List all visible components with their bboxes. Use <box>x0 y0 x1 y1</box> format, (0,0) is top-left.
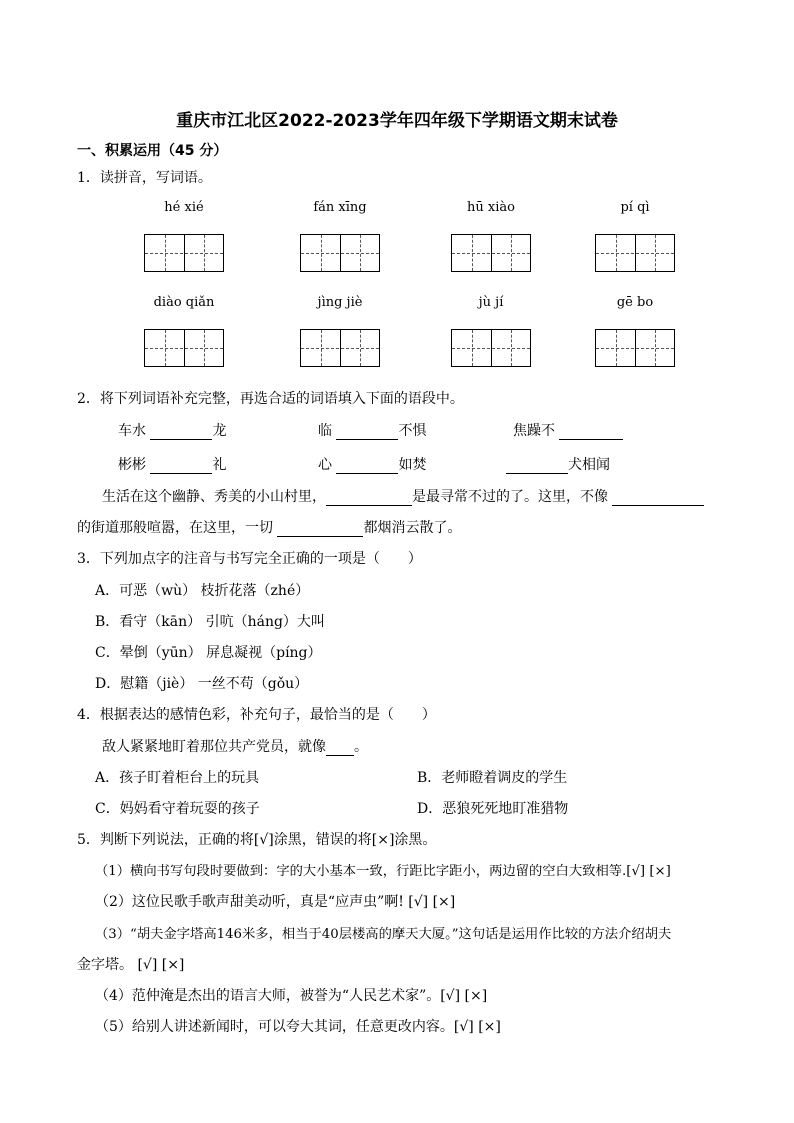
idiom-suffix: 犬相闻 <box>568 457 610 473</box>
pinyin-label: gē bo <box>616 295 654 310</box>
idiom-fill <box>513 420 623 440</box>
writing-grid[interactable] <box>144 234 224 272</box>
idiom-fill <box>318 420 426 440</box>
writing-grid[interactable] <box>451 234 531 272</box>
judgement-item[interactable]: 金字塔。 [√] [×] <box>77 957 185 973</box>
option[interactable]: C．妈妈看守着玩耍的孩子 <box>95 801 260 817</box>
judgement-item[interactable]: （5）给别人讲述新闻时，可以夸大其词，任意更改内容。[√] [×] <box>95 1019 501 1035</box>
idiom-suffix: 如焚 <box>398 457 427 473</box>
option[interactable]: A．可恶（wù） 枝折花落（zhé） <box>95 583 310 599</box>
answer-blank[interactable] <box>326 489 412 506</box>
question-2-prompt: 2．将下列词语补充完整，再选合适的词语填入下面的语段中。 <box>77 391 464 407</box>
option[interactable]: A．孩子盯着柜台上的玩具 <box>95 770 260 786</box>
idiom-fill <box>118 420 226 440</box>
writing-grid[interactable] <box>300 329 380 367</box>
pinyin-label: hū xiào <box>467 200 515 215</box>
passage-line <box>77 517 461 537</box>
section-heading: 一、积累运用（45 分） <box>77 143 228 159</box>
option[interactable]: D．慰籍（jiè） 一丝不苟（gǒu） <box>95 676 309 692</box>
question-4-prompt: 4．根据表达的感情色彩，补充句子，最恰当的是（ ） <box>77 707 436 723</box>
idiom-prefix: 心 <box>318 457 332 473</box>
option[interactable]: D．恶狼死死地盯准猎物 <box>417 801 569 817</box>
question-4-sentence <box>102 736 368 756</box>
answer-blank[interactable] <box>150 457 212 474</box>
idiom-fill <box>506 454 610 474</box>
passage-text: 的街道那般喧嚣，在这里，一切 <box>77 520 273 536</box>
passage-text: 是最寻常不过的了。这里，不像 <box>412 489 608 505</box>
answer-blank[interactable] <box>612 489 704 506</box>
idiom-suffix: 礼 <box>212 457 227 473</box>
pinyin-label: pí qì <box>620 200 650 215</box>
judgement-item[interactable]: （1）横向书写句段时要做到：字的大小基本一致，行距比字距小，两边留的空白大致相等.[√] [×] <box>95 864 671 879</box>
pinyin-label: hé xié <box>164 200 204 215</box>
idiom-prefix: 车水 <box>118 423 146 439</box>
answer-blank[interactable] <box>326 739 354 756</box>
idiom-suffix: 不惧 <box>398 423 427 439</box>
answer-blank[interactable] <box>150 423 212 440</box>
question-1-prompt: 1．读拼音，写词语。 <box>77 170 212 186</box>
pinyin-label: jìng jiè <box>317 295 363 310</box>
answer-blank[interactable] <box>336 423 398 440</box>
passage-text: 生活在这个幽静、秀美的小山村里， <box>102 489 326 505</box>
idiom-prefix: 临 <box>318 423 332 439</box>
answer-blank[interactable] <box>277 520 363 537</box>
option[interactable]: B．看守（kān） 引吭（háng）大叫 <box>95 614 325 630</box>
pinyin-label: jù jí <box>478 295 504 310</box>
idiom-suffix: 龙 <box>212 423 227 439</box>
answer-blank[interactable] <box>336 457 398 474</box>
answer-blank[interactable] <box>506 457 568 474</box>
writing-grid[interactable] <box>300 234 380 272</box>
idiom-fill <box>118 454 226 474</box>
option[interactable]: C．晕倒（yūn） 屏息凝视（píng） <box>95 645 322 661</box>
judgement-item[interactable]: （2）这位民歌手歌声甜美动听，真是“应声虫”啊! [√] [×] <box>95 894 456 910</box>
judgement-item[interactable]: （4）范仲淹是杰出的语言大师，被誉为“人民艺术家”。[√] [×] <box>95 988 488 1004</box>
pinyin-label: diào qiǎn <box>153 295 215 310</box>
writing-grid[interactable] <box>451 329 531 367</box>
passage-line <box>102 486 704 506</box>
answer-blank[interactable] <box>559 423 623 440</box>
question-3-prompt: 3．下列加点字的注音与书写完全正确的一项是（ ） <box>77 551 422 567</box>
judgement-item[interactable]: （3）“胡夫金字塔高146米多，相当于40层楼高的摩天大厦。”这句话是运用作比较的方法介绍胡夫 <box>95 927 672 942</box>
writing-grid[interactable] <box>595 329 675 367</box>
page-title: 重庆市江北区2022-2023学年四年级下学期语文期末试卷 <box>176 111 618 131</box>
pinyin-label: fán xīng <box>313 200 367 215</box>
sentence-text: 。 <box>354 739 368 755</box>
question-5-prompt: 5．判断下列说法，正确的将[√]涂黑，错误的将[×]涂黑。 <box>77 832 437 848</box>
writing-grid[interactable] <box>144 329 224 367</box>
idiom-prefix: 焦躁不 <box>513 423 555 439</box>
idiom-prefix: 彬彬 <box>118 457 146 473</box>
sentence-text: 敌人紧紧地盯着那位共产党员，就像 <box>102 739 326 755</box>
idiom-fill <box>318 454 426 474</box>
option[interactable]: B．老师瞪着调皮的学生 <box>417 770 568 786</box>
passage-text: 都烟消云散了。 <box>363 520 462 536</box>
writing-grid[interactable] <box>595 234 675 272</box>
